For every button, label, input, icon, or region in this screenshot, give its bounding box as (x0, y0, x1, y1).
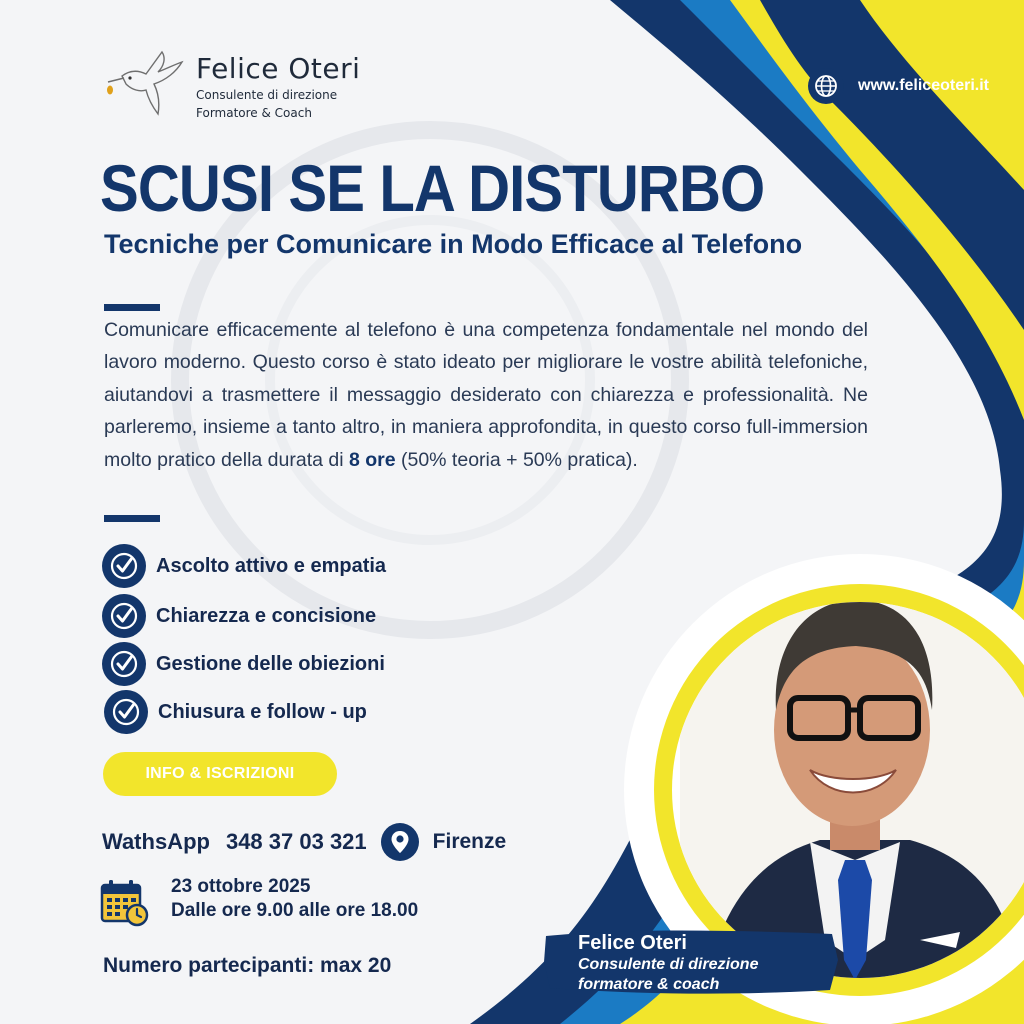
whatsapp-number[interactable]: 348 37 03 321 (225, 829, 367, 854)
brand-name: Felice Oteri (196, 52, 361, 85)
hummingbird-icon (104, 40, 184, 120)
check-circle-icon (102, 544, 146, 588)
caption-role-2: formatore & coach (578, 976, 720, 993)
website-link[interactable] (808, 68, 989, 104)
description-duration: 8 ore (348, 448, 396, 471)
globe-icon (808, 68, 844, 104)
description-text: Comunicare efficacemente al telefono è una competenza fondamentale nel mondo del lavoro moderno. Questo corso è stato ideato per migliorare le vostre abilità telefoniche, aiutandovi a trasmettere il messaggio desiderato con chiarezza e professionalità. Ne parleremo, insieme a tanto altro, in maniera approfondita, in questo corso full-immersion molto pratico della durata di (104, 319, 868, 471)
brand-tagline-1: Consulente di direzione (196, 88, 338, 102)
topic-label: Gestione delle obiezioni (156, 652, 385, 675)
event-date: 23 ottobre 2025 (171, 876, 311, 897)
check-circle-icon (102, 594, 146, 638)
calendar-clock-icon (100, 878, 150, 928)
caption-role-1: Consulente di direzione (578, 956, 759, 973)
event-hours: Dalle ore 9.00 alle ore 18.00 (171, 900, 419, 921)
description-text-end: (50% teoria + 50% pratica). (395, 448, 638, 471)
brand-logo (104, 40, 364, 120)
info-iscrizioni-button[interactable]: INFO & ISCRIZIONI (103, 752, 337, 796)
location-city: Firenze (432, 830, 507, 853)
check-circle-icon (102, 642, 146, 686)
topic-label: Chiusura e follow - up (158, 700, 367, 723)
map-pin-icon (381, 823, 419, 861)
topic-label: Ascolto attivo e empatia (156, 554, 387, 577)
photo-caption (542, 926, 842, 996)
participants-info: Numero partecipanti: max 20 (103, 954, 392, 977)
page-subtitle: Tecniche per Comunicare in Modo Efficace al Telefono (104, 229, 803, 259)
caption-name: Felice Oteri (578, 932, 687, 954)
brand-tagline-2: Formatore & Coach (196, 106, 312, 120)
course-description (104, 314, 868, 476)
check-circle-icon (104, 690, 148, 734)
topic-label: Chiarezza e concisione (156, 604, 377, 627)
page-title: SCUSI SE LA DISTURBO (100, 151, 765, 225)
list-item (102, 544, 386, 588)
list-item (102, 594, 376, 638)
list-item (104, 690, 367, 734)
divider-bar (104, 515, 160, 522)
whatsapp-label: WathsApp (102, 829, 210, 854)
contact-info (102, 822, 506, 862)
website-url: www.feliceoteri.it (858, 77, 989, 94)
list-item (102, 642, 385, 686)
divider-bar (104, 304, 160, 311)
